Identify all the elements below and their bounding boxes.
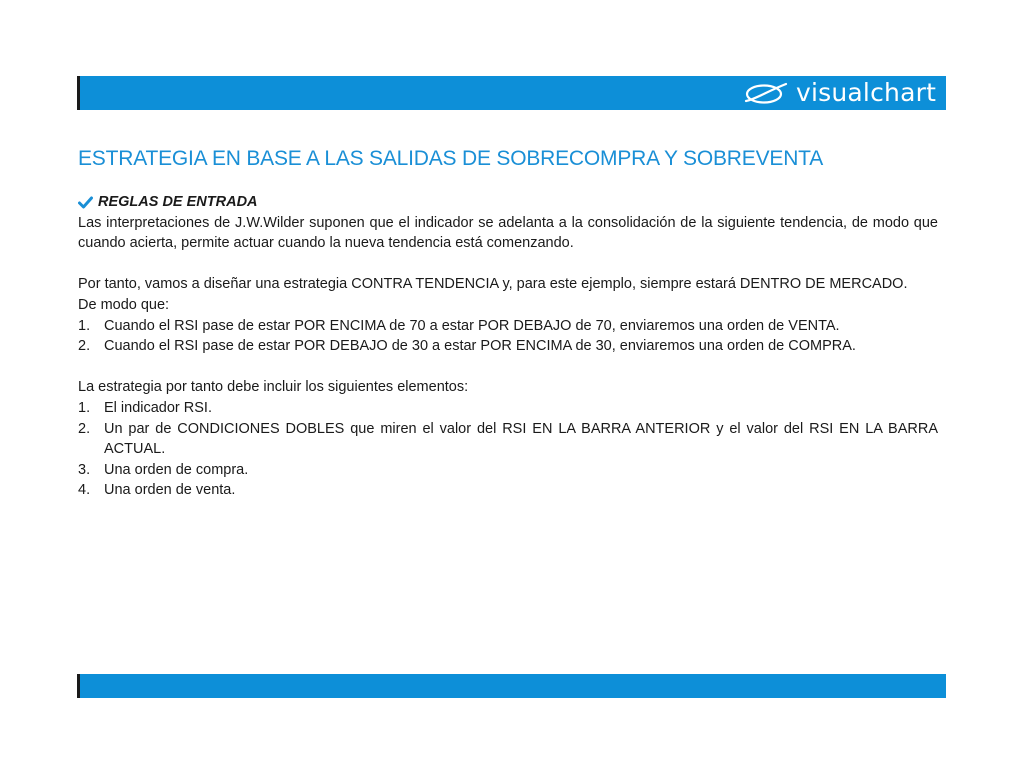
visualchart-logo-icon — [742, 81, 790, 107]
logo-text: visualchart — [796, 78, 937, 107]
list-item — [78, 398, 938, 419]
list-item — [78, 316, 938, 337]
list-number: 3. — [78, 461, 91, 478]
list-text: Un par de CONDICIONES DOBLES que miren el valor del RSI EN LA BARRA ANTERIOR y el valor del RSI EN LA BARRA ACTUAL. — [104, 420, 938, 458]
elements-intro: La estrategia por tanto debe incluir los siguientes elementos: — [78, 379, 469, 396]
section-heading — [78, 192, 938, 213]
list-text: El indicador RSI. — [104, 399, 212, 416]
strategy-paragraph: Por tanto, vamos a diseñar una estrategia CONTRA TENDENCIA y, para este ejemplo, siempre estará DENTRO DE MERCADO. — [78, 276, 908, 293]
intro-paragraph: Las interpretaciones de J.W.Wilder suponen que el indicador se adelanta a la consolidación de la siguiente tendencia, de modo que cuando acierta, permite actuar cuando la nueva tendencia está comenzando. — [78, 214, 938, 252]
rules-list — [78, 316, 938, 357]
list-number: 2. — [78, 420, 91, 437]
list-text: Cuando el RSI pase de estar POR ENCIMA de 70 a estar POR DEBAJO de 70, enviaremos una orden de VENTA. — [104, 317, 840, 334]
page-title: ESTRATEGIA EN BASE A LAS SALIDAS DE SOBRECOMPRA Y SOBREVENTA — [78, 147, 824, 170]
list-number: 1. — [78, 399, 91, 416]
strategy-lead: De modo que: — [78, 296, 170, 313]
list-number: 2. — [78, 338, 91, 355]
list-item — [78, 460, 938, 481]
list-number: 4. — [78, 482, 91, 499]
footer-bar — [77, 674, 946, 698]
list-number: 1. — [78, 317, 91, 334]
list-item — [78, 419, 938, 460]
list-text: Cuando el RSI pase de estar POR DEBAJO de 30 a estar POR ENCIMA de 30, enviaremos una orden de COMPRA. — [104, 338, 856, 355]
list-item — [78, 336, 938, 357]
visualchart-logo — [742, 80, 936, 108]
checkmark-icon — [78, 196, 93, 209]
content-body — [78, 192, 938, 501]
elements-list — [78, 398, 938, 501]
list-text: Una orden de venta. — [104, 482, 236, 499]
section-heading-label: REGLAS DE ENTRADA — [98, 194, 258, 210]
list-text: Una orden de compra. — [104, 461, 249, 478]
list-item — [78, 480, 938, 501]
